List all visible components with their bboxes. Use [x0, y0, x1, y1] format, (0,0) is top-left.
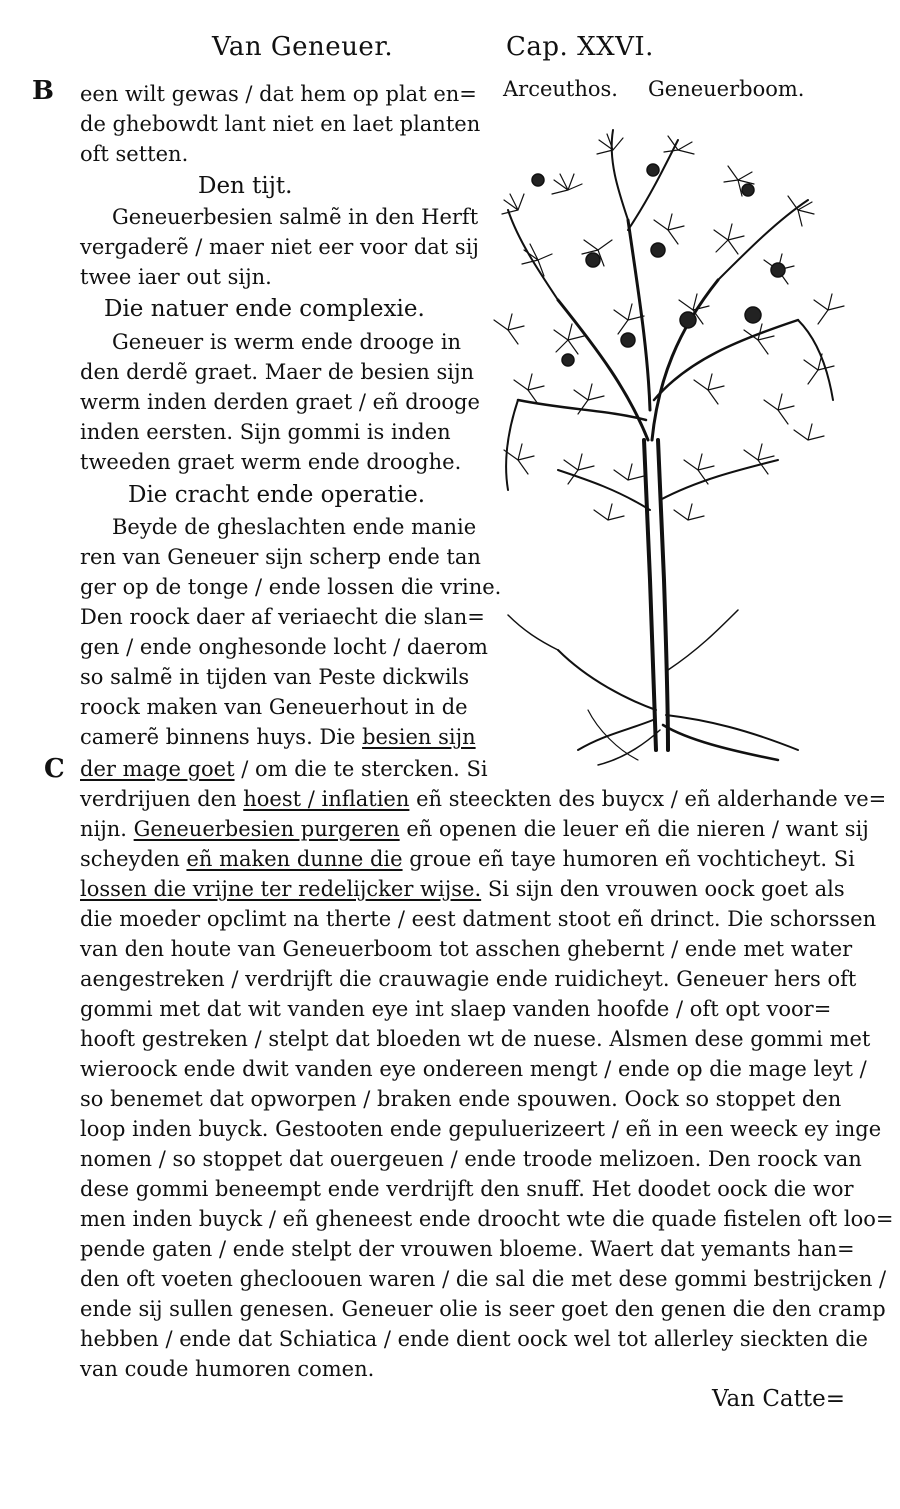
text-line: ende sij sullen genesen. Geneuer olie is seer goet den genen die den cramp	[80, 1297, 886, 1321]
text-line: vergaderẽ / maer niet eer voor dat sij	[80, 235, 479, 259]
section-heading-nature: Die natuer ende complexie.	[104, 296, 425, 322]
underlined-text: der mage goet	[80, 757, 235, 781]
text-line	[80, 845, 855, 873]
text-line: gen / ende onghesonde locht / daerom	[80, 635, 488, 659]
text-fragment: eñ openen die leuer eñ die nieren / want sij	[399, 817, 869, 841]
text-line: den derdẽ graet. Maer de besien sijn	[80, 360, 474, 384]
illustration-caption	[503, 77, 804, 101]
running-head-title: Van Geneuer.	[212, 32, 394, 62]
section-heading-power: Die cracht ende operatie.	[128, 482, 426, 508]
chapter-number: Cap. XXVI.	[506, 32, 654, 62]
dutch-plant-name: Geneuerboom.	[647, 77, 805, 101]
text-line: so benemet dat opworpen / braken ende spouwen. Oock so stoppet den	[80, 1087, 842, 1111]
margin-letter-c: C	[44, 754, 65, 784]
text-fragment: eñ steeckten des buycx / eñ alderhande ve=	[409, 787, 887, 811]
juniper-woodcut-illustration	[478, 110, 858, 770]
text-line: tweeden graet werm ende drooghe.	[80, 450, 462, 474]
text-line: wieroock ende dwit vanden eye ondereen mengt / ende op die mage leyt /	[80, 1057, 867, 1081]
text-line	[80, 755, 488, 783]
text-line: een wilt gewas / dat hem op plat en=	[80, 82, 477, 106]
text-line: den oft voeten ghecloouen waren / die sal die met dese gommi bestrijcken /	[80, 1267, 887, 1291]
text-line	[80, 723, 476, 751]
section-heading-time: Den tijt.	[198, 173, 293, 199]
text-line: de ghebowdt lant niet en laet planten	[80, 112, 481, 136]
text-line: ger op de tonge / ende lossen die vrine.	[80, 575, 502, 599]
text-line	[80, 875, 845, 903]
text-line: van coude humoren comen.	[80, 1357, 375, 1381]
text-line: Geneuerbesien salmẽ in den Herft	[112, 205, 479, 229]
text-line: inden eersten. Sijn gommi is inden	[80, 420, 451, 444]
text-line: roock maken van Geneuerhout in de	[80, 695, 468, 719]
text-line: Beyde de gheslachten ende manie	[112, 515, 477, 539]
text-line: oft setten.	[80, 142, 189, 166]
text-line: hebben / ende dat Schiatica / ende dient oock wel tot allerley sieckten die	[80, 1327, 868, 1351]
text-line: Den roock daer af veriaecht die slan=	[80, 605, 485, 629]
text-fragment: nijn.	[80, 817, 134, 841]
underlined-text: lossen die vrijne ter redelijcker wijse.	[80, 877, 482, 901]
text-line: dese gommi beneempt ende verdrijft den snuff. Het doodet oock die wor	[80, 1177, 854, 1201]
text-fragment: Si sijn den vrouwen oock goet als	[481, 877, 845, 901]
text-line: die moeder opclimt na therte / eest datment stoot eñ drinct. Die schorssen	[80, 907, 877, 931]
text-line: so salmẽ in tijden van Peste dickwils	[80, 665, 470, 689]
text-line: aengestreken / verdrijft die crauwagie ende ruidicheyt. Geneuer hers oft	[80, 967, 857, 991]
text-fragment: camerẽ binnens huys. Die	[80, 725, 363, 749]
catchword: Van Catte=	[712, 1386, 846, 1412]
text-line: ren van Geneuer sijn scherp ende tan	[80, 545, 481, 569]
margin-letter-b: B	[32, 76, 54, 106]
text-line: nomen / so stoppet dat ouergeuen / ende troode melizoen. Den roock van	[80, 1147, 862, 1171]
text-fragment: groue eñ taye humoren eñ vochticheyt. Si	[402, 847, 855, 871]
text-fragment: / om die te stercken. Si	[234, 757, 488, 781]
text-fragment: scheyden	[80, 847, 187, 871]
text-line: van den houte van Geneuerboom tot asschen ghebernt / ende met water	[80, 937, 853, 961]
text-line	[80, 815, 869, 843]
text-line: werm inden derden graet / eñ drooge	[80, 390, 480, 414]
underlined-text: hoest / inflatien	[243, 787, 410, 811]
text-line: pende gaten / ende stelpt der vrouwen bloeme. Waert dat yemants han=	[80, 1237, 855, 1261]
text-line	[80, 785, 886, 813]
text-line: twee iaer out sijn.	[80, 265, 272, 289]
text-line: loop inden buyck. Gestooten ende gepuluerizeert / eñ in een weeck ey inge	[80, 1117, 882, 1141]
underlined-text: Geneuerbesien purgeren	[133, 817, 400, 841]
latin-plant-name: Arceuthos.	[503, 77, 618, 101]
underlined-text: eñ maken dunne die	[186, 847, 403, 871]
text-fragment: verdrijuen den	[80, 787, 244, 811]
text-line: Geneuer is werm ende drooge in	[112, 330, 462, 354]
text-line: men inden buyck / eñ gheneest ende droocht wte die quade fistelen oft loo=	[80, 1207, 894, 1231]
text-line: gommi met dat wit vanden eye int slaep vanden hoofde / oft opt voor=	[80, 997, 832, 1021]
text-line: hooft gestreken / stelpt dat bloeden wt de nuese. Alsmen dese gommi met	[80, 1027, 871, 1051]
underlined-text: besien sijn	[362, 725, 476, 749]
